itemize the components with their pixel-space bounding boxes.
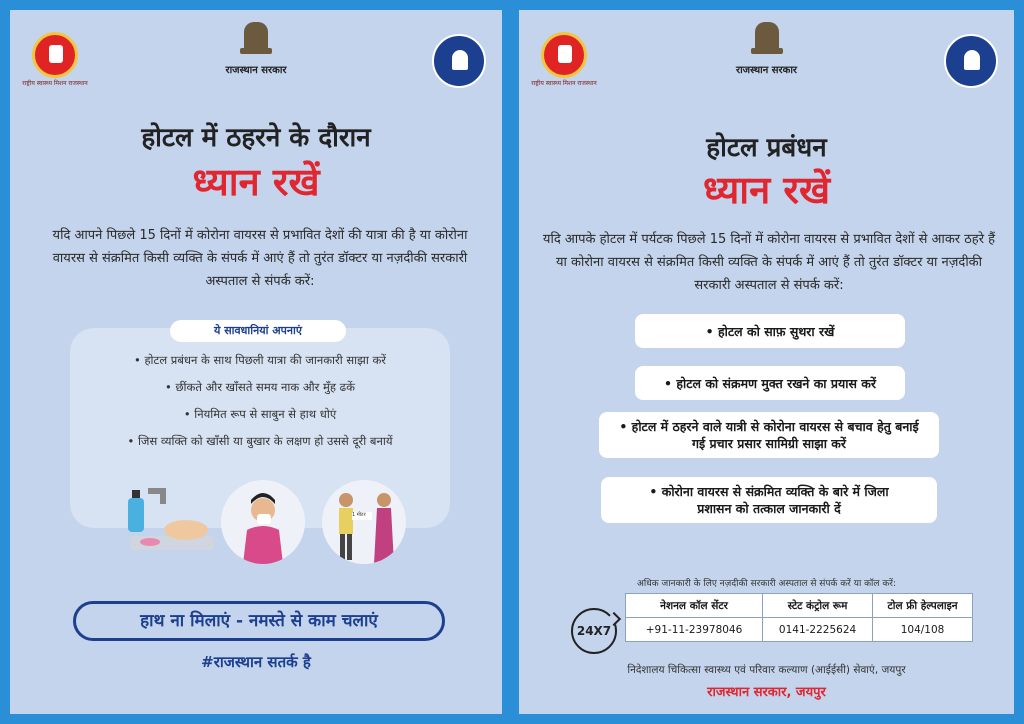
- distance-tag: 1 मीटर: [352, 512, 366, 518]
- intro-paragraph: यदि आपके होटल में पर्यटक पिछले 15 दिनों में कोरोना वायरस से प्रभावित देशों से आकर ठहरे हैं या कोरोना वायरस से संक्रमित किसी व्यक्ति के संपर्क में आएं हैं तो तुरंत डॉक्टर या नज़दीकी सरकारी अस्पताल से संपर्क करें:: [542, 232, 996, 293]
- distance-illustration: [322, 480, 406, 564]
- logo-row: [519, 20, 1014, 90]
- nhm-logo: [20, 26, 90, 88]
- headline: होटल प्रबंधन: [706, 133, 827, 163]
- precautions-title: ये सावधानियां अपनाएं: [170, 320, 346, 342]
- info-text: अधिक जानकारी के लिए नज़दीकी सरकारी अस्पताल से संपर्क करें या कॉल करें:: [637, 579, 896, 589]
- nhm-logo: [529, 26, 599, 88]
- poster-guest: [6, 6, 506, 718]
- point-item: • कोरोना वायरस से संक्रमित व्यक्ति के बारे में जिला प्रशासन को तत्काल जानकारी दें: [601, 477, 937, 523]
- helpline-header: स्टेट कंट्रोल रूम: [763, 594, 873, 618]
- headline: होटल में ठहरने के दौरान: [141, 123, 371, 153]
- point-item: • होटल को साफ़ सुथरा रखें: [635, 314, 905, 348]
- handwash-illustration: [120, 480, 220, 564]
- slogan-banner: हाथ ना मिलाएं - नमस्ते से काम चलाएं: [73, 601, 445, 641]
- nhm-emblem-icon: [541, 32, 587, 78]
- govt-label: राजस्थान सरकार: [225, 65, 287, 76]
- department-text: निदेशालय चिकित्सा स्वास्थ्य एवं परिवार कल्याण (आईईसी) सेवाएं, जयपुर: [627, 664, 906, 676]
- precaution-item: • नियमित रूप से साबुन से हाथ धोएं: [183, 407, 337, 421]
- family-icon: [432, 34, 486, 88]
- precaution-item: • होटल प्रबंधन के साथ पिछली यात्रा की जानकारी साझा करें: [134, 353, 386, 367]
- helpline-header: टोल फ्री हेल्पलाइन: [873, 594, 973, 618]
- cough-cover-illustration: [221, 480, 305, 564]
- helpline-value-row: [626, 618, 973, 642]
- nhm-logo-text: राष्ट्रीय स्वास्थ्य मिशन राजस्थान: [531, 80, 597, 87]
- helpline-number[interactable]: 104/108: [873, 618, 973, 642]
- point-item: • होटल में ठहरने वाले यात्री से कोरोना वायरस से बचाव हेतु बनाई गई प्रचार प्रसार सामिग्री साझा करें: [599, 412, 939, 458]
- govt-label: राजस्थान सरकार: [735, 65, 797, 76]
- logo-row: [10, 20, 502, 90]
- headline-red: ध्यान रखें: [702, 168, 831, 212]
- helpline-number[interactable]: +91-11-23978046: [626, 618, 763, 642]
- nhm-logo-text: राष्ट्रीय स्वास्थ्य मिशन राजस्थान: [22, 80, 88, 87]
- helpline-header-row: [626, 594, 973, 618]
- clock-24x7-icon: 24X7: [571, 608, 617, 654]
- precaution-item: • छींकते और खाँसते समय नाक और मुँह ढकें: [165, 380, 355, 394]
- family-welfare-logo: [944, 26, 1002, 84]
- headline-red: ध्यान रखें: [192, 160, 320, 204]
- poster-hotel-management: [515, 6, 1018, 718]
- nhm-emblem-icon: [32, 32, 78, 78]
- state-emblem: [211, 22, 301, 76]
- state-emblem: [722, 22, 812, 76]
- helpline-header: नेशनल कॉल सेंटर: [626, 594, 763, 618]
- point-item: • होटल को संक्रमण मुक्त रखने का प्रयास करें: [635, 366, 905, 400]
- hashtag: #राजस्थान सतर्क है: [201, 653, 311, 671]
- govt-footer: राजस्थान सरकार, जयपुर: [707, 685, 826, 700]
- helpline-table: [625, 593, 973, 642]
- intro-paragraph: यदि आपने पिछले 15 दिनों में कोरोना वायरस से प्रभावित देशों की यात्रा की है या कोरोना वायरस से संक्रमित किसी व्यक्ति के संपर्क में आएं हैं तो तुरंत डॉक्टर या नज़दीकी सरकारी अस्पताल से संपर्क करें:: [52, 228, 468, 289]
- family-welfare-logo: [432, 26, 490, 84]
- ashoka-emblem-icon: [244, 22, 268, 54]
- ashoka-emblem-icon: [755, 22, 779, 54]
- family-icon: [944, 34, 998, 88]
- precaution-item: • जिस व्यक्ति को खाँसी या बुखार के लक्षण हो उससे दूरी बनायें: [127, 434, 393, 448]
- helpline-number[interactable]: 0141-2225624: [763, 618, 873, 642]
